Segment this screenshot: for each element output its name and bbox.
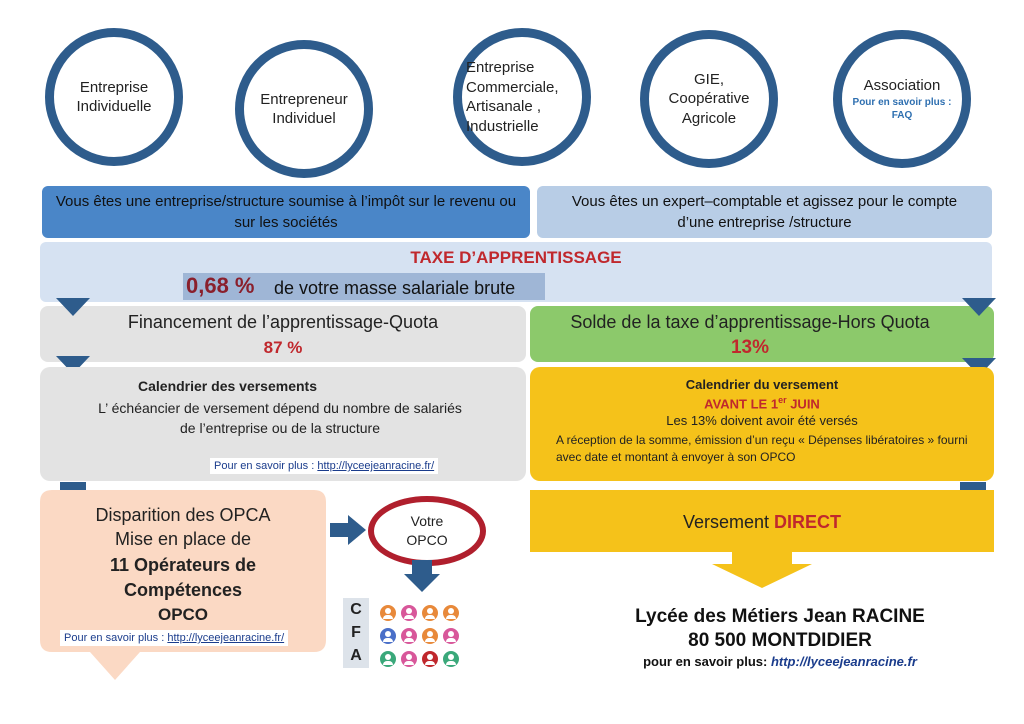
calendar-right-title: Calendrier du versement — [685, 377, 839, 392]
person-icon — [380, 628, 396, 644]
band-entreprise-text: Vous êtes une entreprise/structure soumise à l’impôt sur le revenu ou sur les sociétés — [55, 193, 517, 231]
votre-opco-label: Votre OPCO — [406, 513, 448, 548]
quota-percent: 87 % — [263, 338, 303, 357]
calendar-right-deadline: AVANT LE 1er JUIN — [704, 395, 820, 412]
opca-more — [60, 630, 288, 646]
person-icon — [422, 651, 438, 667]
circle-label: Entrepreneur Individuel — [260, 90, 348, 127]
calendar-right-line1: Les 13% doivent avoir été versés — [666, 413, 858, 428]
person-icon — [443, 628, 459, 644]
cfa-letters — [343, 598, 369, 668]
calendar-right-line2: A réception de la somme, émission d’un reçu « Dépenses libératoires » fourni avec date et montant à envoyer à son OPCO — [556, 433, 968, 465]
opca-line5: OPCO — [157, 605, 209, 624]
circle-label: Entreprise Individuelle — [76, 78, 152, 115]
taxe-rate-text: de votre masse salariale brute — [274, 278, 516, 298]
person-icon — [422, 628, 438, 644]
cfa-letter: A — [350, 647, 362, 664]
versement-direct: DIRECT — [774, 512, 842, 532]
circle-label: Entreprise Commerciale, Artisanale , Industrielle — [466, 59, 559, 135]
arrow-down-icon — [404, 560, 440, 592]
lycee-more-link[interactable]: http://lyceejeanracine.fr — [770, 654, 917, 669]
circle-association — [833, 30, 971, 168]
circle-entrepreneur-individuel — [235, 40, 373, 178]
more-prefix: Pour en savoir plus : — [214, 460, 318, 472]
circle-content — [847, 76, 957, 122]
person-icon — [401, 605, 417, 621]
person-icon — [380, 651, 396, 667]
arrow-down-icon — [56, 298, 90, 320]
faq-link[interactable]: Pour en savoir plus : FAQ — [852, 96, 952, 121]
people-row — [380, 601, 480, 624]
circle-label: Association — [863, 77, 941, 95]
person-icon — [380, 605, 396, 621]
hors-quota-percent: 13% — [730, 337, 770, 358]
calendar-left-more — [210, 458, 438, 474]
hors-quota-title: Solde de la taxe d’apprentissage-Hors Quota — [570, 312, 930, 332]
versement-box — [530, 490, 994, 590]
taxe-rate: 0,68 % — [186, 273, 255, 298]
band-entreprise — [42, 186, 530, 238]
calendar-left-title: Calendrier des versements — [138, 378, 317, 394]
person-icon — [401, 651, 417, 667]
person-icon — [422, 605, 438, 621]
people-row — [380, 624, 480, 647]
arrow-right-icon — [330, 515, 366, 545]
arrow-down-icon — [962, 298, 996, 320]
lycee-city: 80 500 MONTDIDIER — [688, 630, 872, 651]
circle-entreprise-individuelle — [45, 28, 183, 166]
band-expert-comptable — [537, 186, 992, 238]
taxe-title: TAXE D’APPRENTISSAGE — [410, 248, 622, 267]
versement-label — [530, 512, 994, 533]
opca-line4: Compétences — [123, 580, 243, 600]
cfa-letter: C — [350, 601, 362, 618]
person-icon — [443, 651, 459, 667]
circle-entreprise-commerciale — [453, 28, 591, 166]
versement-prefix: Versement — [682, 512, 775, 532]
people-icons-grid — [380, 601, 480, 670]
lycee-more — [560, 654, 1000, 669]
calendar-left-text: L’ échéancier de versement dépend du nombre de salariés de l’entreprise ou de la structure — [98, 400, 462, 437]
opca-line3: 11 Opérateurs de — [109, 555, 257, 575]
circle-gie — [640, 30, 778, 168]
people-row — [380, 647, 480, 670]
circle-label: GIE, Coopérative Agricole — [668, 70, 750, 127]
opca-line2: Mise en place de — [114, 529, 252, 549]
quota-title: Financement de l’apprentissage-Quota — [127, 312, 439, 332]
cfa-letter: F — [351, 624, 361, 641]
person-icon — [443, 605, 459, 621]
lycee-link[interactable]: http://lyceejeanracine.fr/ — [167, 632, 285, 644]
more-prefix: Pour en savoir plus : — [64, 632, 168, 644]
band-expert-text: Vous êtes un expert–comptable et agissez pour le compte d’une entreprise /structure — [571, 193, 958, 231]
votre-opco-oval — [368, 496, 486, 566]
opca-line1: Disparition des OPCA — [95, 505, 271, 525]
person-icon — [401, 628, 417, 644]
lycee-more-prefix: pour en savoir plus: — [643, 654, 771, 669]
lycee-name: Lycée des Métiers Jean RACINE — [635, 606, 925, 627]
lycee-link[interactable]: http://lyceejeanracine.fr/ — [317, 460, 435, 472]
